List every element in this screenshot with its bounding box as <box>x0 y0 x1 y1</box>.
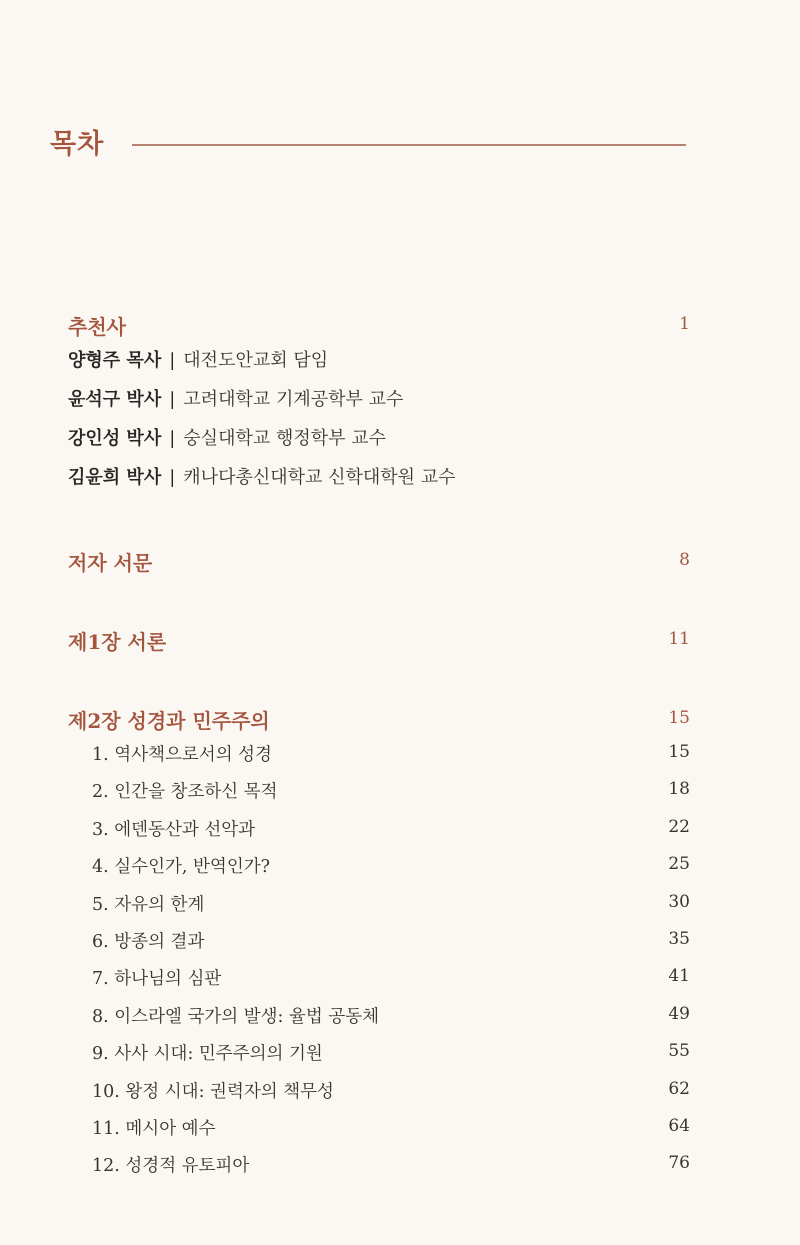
endorser-name: 강인성 박사 <box>68 428 162 449</box>
toc-item-label: 3. 에덴동산과 선악과 <box>92 819 256 840</box>
page-number: 62 <box>668 1078 690 1099</box>
toc-item[interactable] <box>68 1078 690 1115</box>
endorser-affiliation: 대전도안교회 담임 <box>183 350 329 371</box>
endorser-row <box>68 463 690 502</box>
toc-item[interactable] <box>68 1115 690 1152</box>
endorser-name: 양형주 목사 <box>68 350 162 371</box>
separator: | <box>169 389 176 410</box>
separator: | <box>169 428 176 449</box>
toc-item-label: 9. 사사 시대: 민주주의의 기원 <box>92 1044 323 1065</box>
toc-item-label: 6. 방종의 결과 <box>92 931 205 952</box>
page-number: 25 <box>668 854 690 875</box>
page-number: 41 <box>668 966 690 987</box>
section-chapter2 <box>68 705 690 1190</box>
endorser-row <box>68 424 690 463</box>
section-title: 저자 서문 <box>68 551 153 575</box>
page-number: 55 <box>668 1041 690 1062</box>
toc-item[interactable] <box>68 891 690 928</box>
page-number: 8 <box>679 550 690 570</box>
toc-header <box>50 122 690 172</box>
page-number: 11 <box>668 629 690 649</box>
section-title: 추천사 <box>68 315 126 339</box>
toc-item[interactable] <box>68 928 690 965</box>
toc-entry-chapter1[interactable] <box>68 626 690 664</box>
toc-item-label: 7. 하나님의 심판 <box>92 969 222 990</box>
toc-item-label: 2. 인간을 창조하신 목적 <box>92 782 278 803</box>
toc-entry-recommendation[interactable] <box>68 311 690 346</box>
separator: | <box>169 350 176 371</box>
page-number: 15 <box>668 742 690 762</box>
toc-item-label: 10. 왕정 시대: 권력자의 책무성 <box>92 1081 334 1102</box>
endorser-name: 김윤희 박사 <box>68 467 162 488</box>
page-number: 1 <box>679 314 690 334</box>
section-preface <box>68 547 690 585</box>
endorser-affiliation: 캐나다총신대학교 신학대학원 교수 <box>183 467 456 488</box>
separator: | <box>169 467 176 488</box>
toc-item-label: 12. 성경적 유토피아 <box>92 1156 250 1177</box>
endorser-affiliation: 숭실대학교 행정학부 교수 <box>183 428 387 449</box>
toc-item-label: 5. 자유의 한계 <box>92 894 205 915</box>
toc-entry-preface[interactable] <box>68 547 690 585</box>
section-recommendation <box>68 311 690 502</box>
page-number: 30 <box>668 891 690 912</box>
toc-item[interactable] <box>68 816 690 853</box>
toc-item[interactable] <box>68 1040 690 1077</box>
section-title: 제1장 서론 <box>68 630 167 654</box>
toc-item[interactable] <box>68 853 690 890</box>
page-number: 15 <box>668 708 690 728</box>
toc-item-label: 8. 이스라엘 국가의 발생: 율법 공동체 <box>92 1006 380 1027</box>
toc-item-label: 1. 역사책으로서의 성경 <box>92 745 272 765</box>
section-chapter1 <box>68 626 690 664</box>
endorser-row <box>68 385 690 424</box>
toc-item[interactable] <box>68 965 690 1002</box>
endorser-name: 윤석구 박사 <box>68 389 162 410</box>
endorser-row <box>68 346 690 385</box>
toc-title: 목차 <box>50 129 105 160</box>
page-number: 18 <box>668 779 690 800</box>
toc-item[interactable] <box>68 741 690 778</box>
toc-item-label: 4. 실수인가, 반역인가? <box>92 857 271 878</box>
page-number: 64 <box>668 1115 690 1136</box>
toc-item[interactable] <box>68 1152 690 1189</box>
toc-item-label: 11. 메시아 예수 <box>92 1118 216 1139</box>
toc-item[interactable] <box>68 1003 690 1040</box>
toc-entry-chapter2[interactable] <box>68 705 690 741</box>
page-number: 22 <box>668 816 690 837</box>
endorser-affiliation: 고려대학교 기계공학부 교수 <box>183 389 404 410</box>
section-title: 제2장 성경과 민주주의 <box>68 709 270 733</box>
page-number: 49 <box>668 1003 690 1024</box>
page-number: 35 <box>668 928 690 949</box>
page-number: 76 <box>668 1153 690 1174</box>
title-rule <box>132 144 686 146</box>
toc-item[interactable] <box>68 778 690 815</box>
